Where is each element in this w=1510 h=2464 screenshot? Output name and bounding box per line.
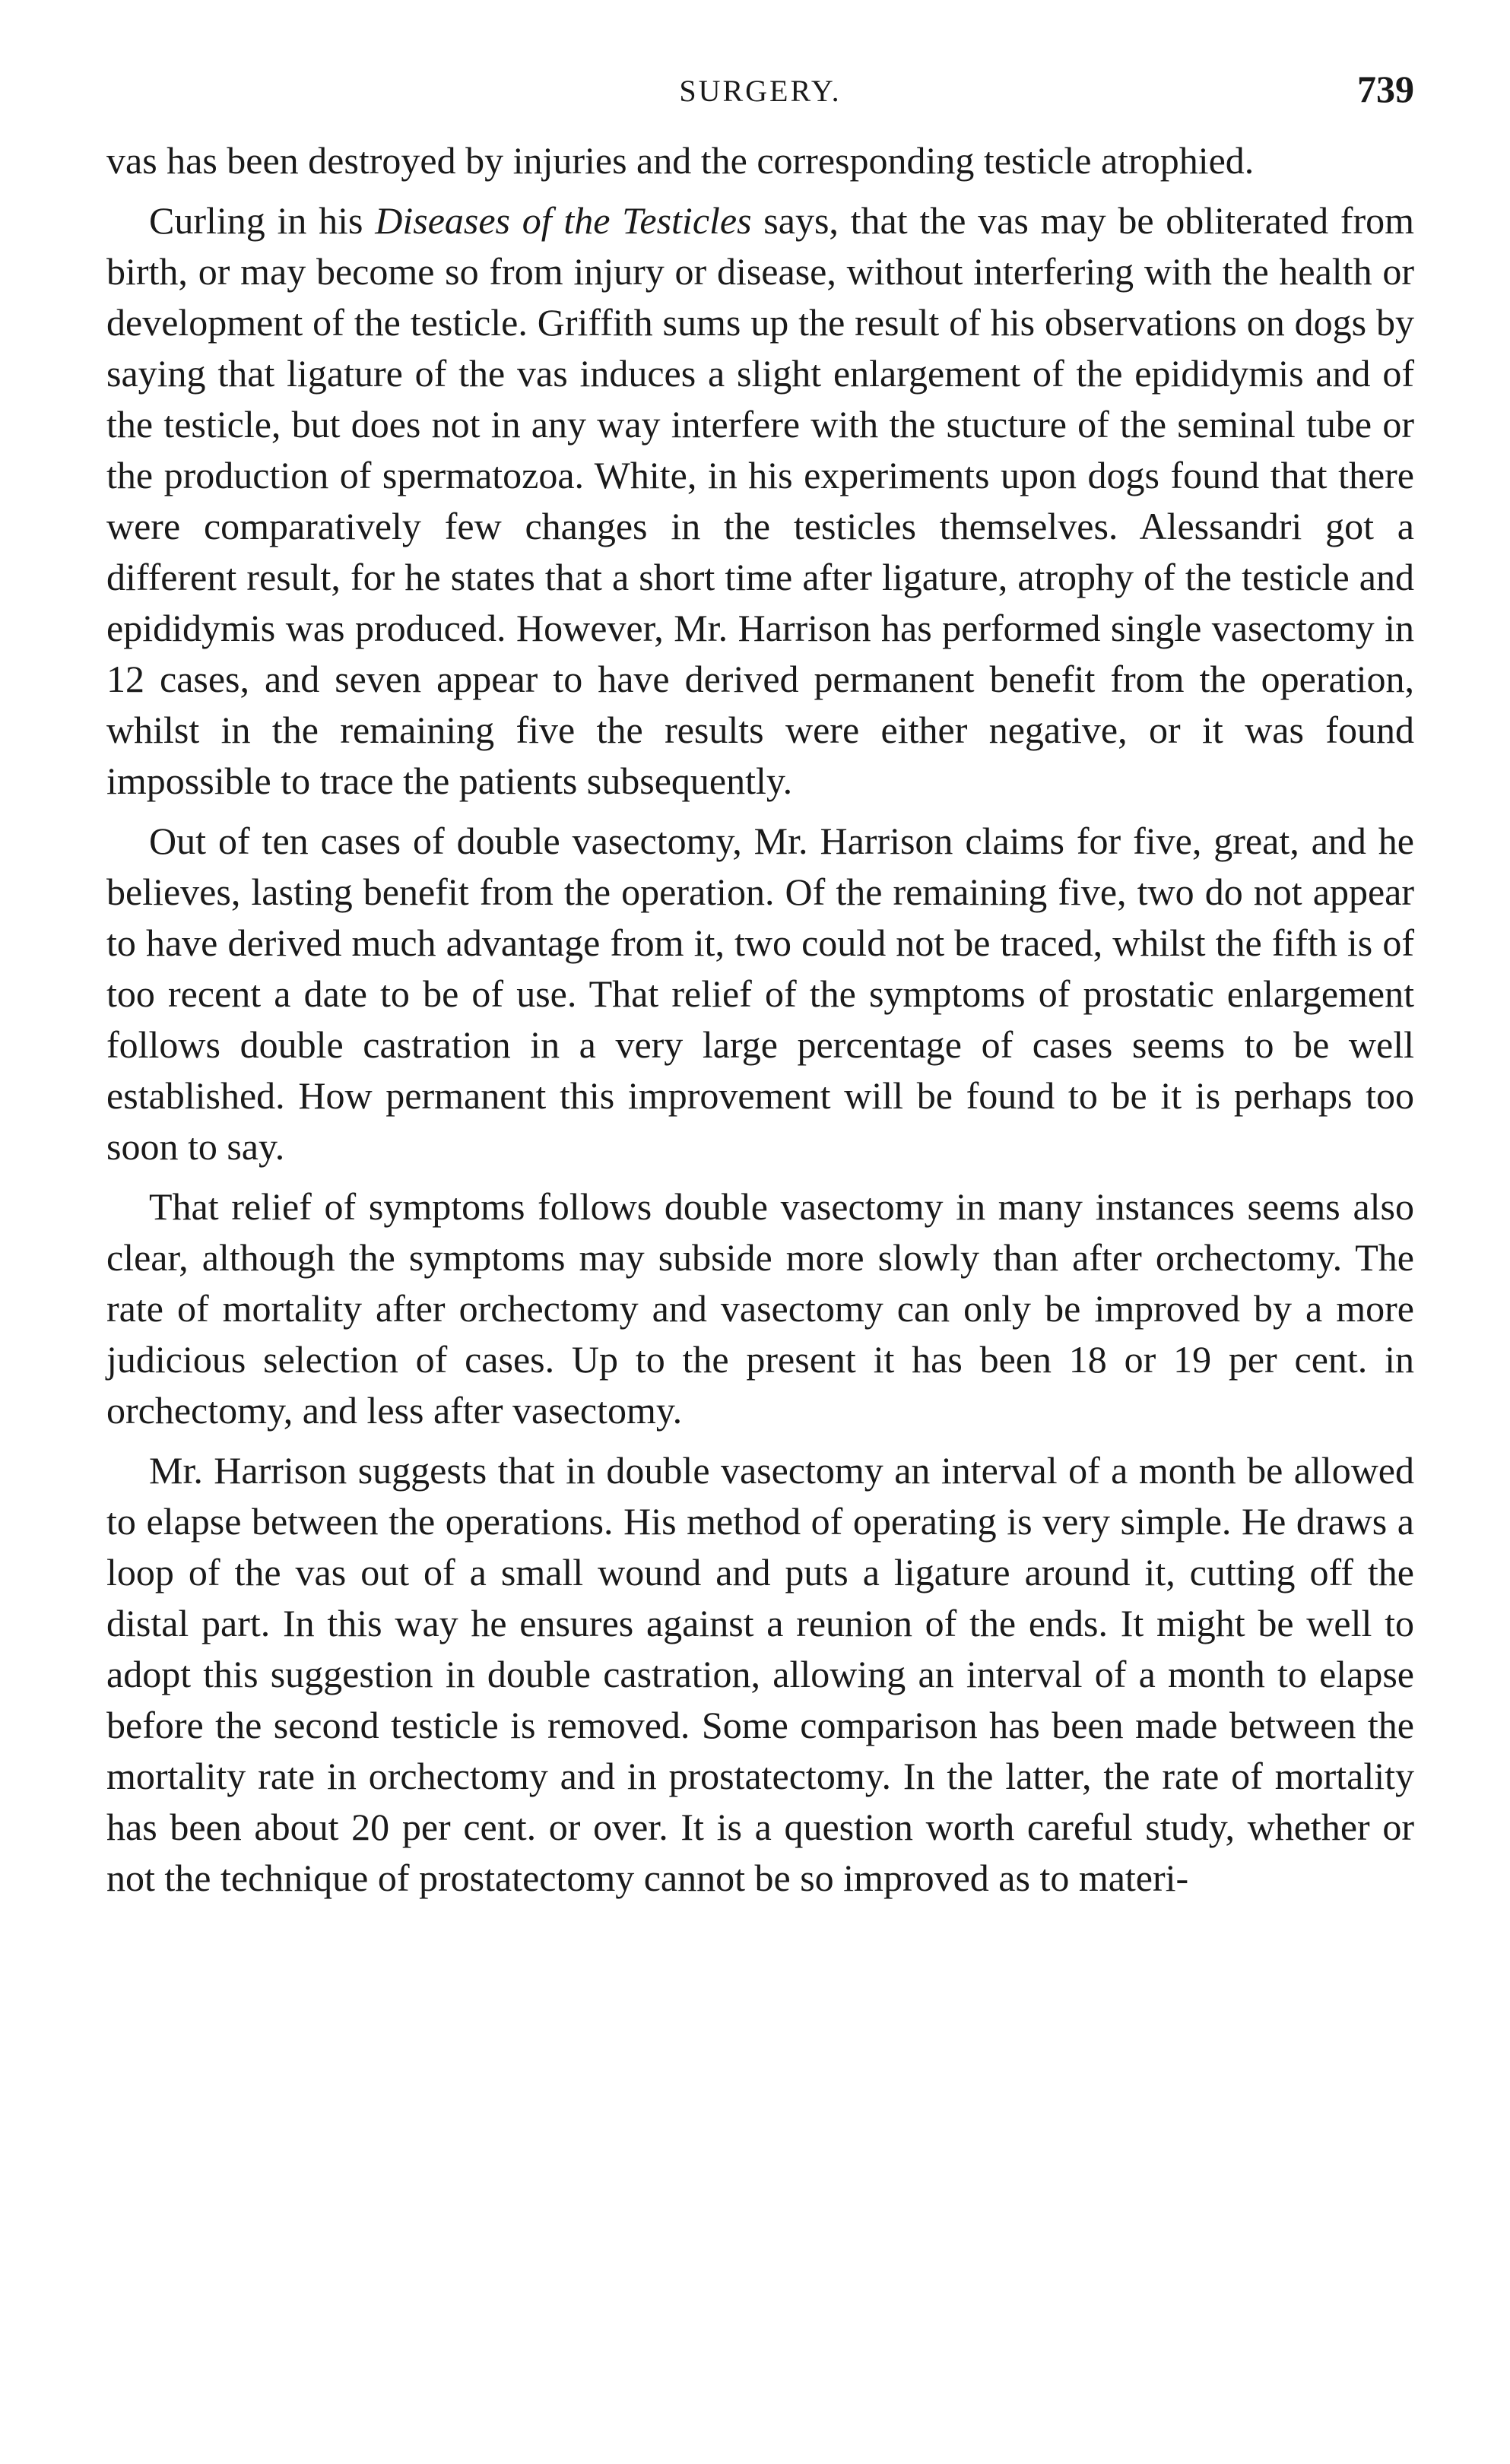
book-page [106,67,1414,1913]
paragraph-2 [106,195,1414,807]
page-number: 739 [1357,68,1414,110]
paragraph-5: Mr. Harrison suggests that in double vasectomy an interval of a month be allowed to elapse between the operations. His method of operating is very simple. He draws a loop of the vas out of a small wound and puts a ligature around it, cutting off the distal part. In this way he ensures against a reunion of the ends. It might be well to adopt this suggestion in double castration, allowing an interval of a month to elapse before the second testicle is removed. Some comparison has been made between the mortality rate in orchectomy and in prostatectomy. In the latter, the rate of mortality has been about 20 per cent. or over. It is a question worth careful study, whether or not the technique of prostatectomy cannot be so improved as to materi- [106,1449,1414,1899]
paragraph-3: Out of ten cases of double vasectomy, Mr. Harrison claims for five, great, and he believes, lasting benefit from the operation. Of the remaining five, two do not appear to have derived much advantage from it, two could not be traced, whilst the fifth is of too recent a date to be of use. That relief of the symptoms of prostatic enlargement follows double castration in a very large percentage of cases seems to be well established. How permanent this improvement will be found to be it is perhaps too soon to say. [106,820,1414,1168]
paragraph-1: vas has been destroyed by injuries and the corresponding testicle atrophied. [106,139,1255,182]
book-title-italic: Diseases of the Testicles [375,199,752,242]
running-title: SURGERY. [679,74,842,108]
body-text [106,135,1414,1904]
paragraph-2-body: says, that the vas may be obliterated from birth, or may become so from injury or disease, without interfering with the health or development of the testicle. Griffith sums up the result of his observations on dogs by saying that ligature of the vas induces a slight enlargement of the epididymis and of the testicle, but does not in any way interfere with the stucture of the seminal tube or the production of spermatozoa. White, in his experiments upon dogs found that there were comparatively few changes in the testicles themselves. Alessandri got a different result, for he states that a short time after ligature, atrophy of the testicle and epididymis was produced. However, Mr. Harrison has performed single vasectomy in 12 cases, and seven appear to have derived permanent benefit from the operation, whilst in the remaining five the results were either negative, or it was found impossible to trace the patients subsequently. [106,199,1415,802]
paragraph-2-intro: Curling in his [149,199,376,242]
running-head [106,67,1414,120]
paragraph-4: That relief of symptoms follows double vasectomy in many instances seems also clear, although the symptoms may subside more slowly than after orchectomy. The rate of mortality after orchectomy and vasectomy can only be improved by a more judicious selection of cases. Up to the present it has been 18 or 19 per cent. in orchectomy, and less after vasectomy. [106,1185,1414,1432]
